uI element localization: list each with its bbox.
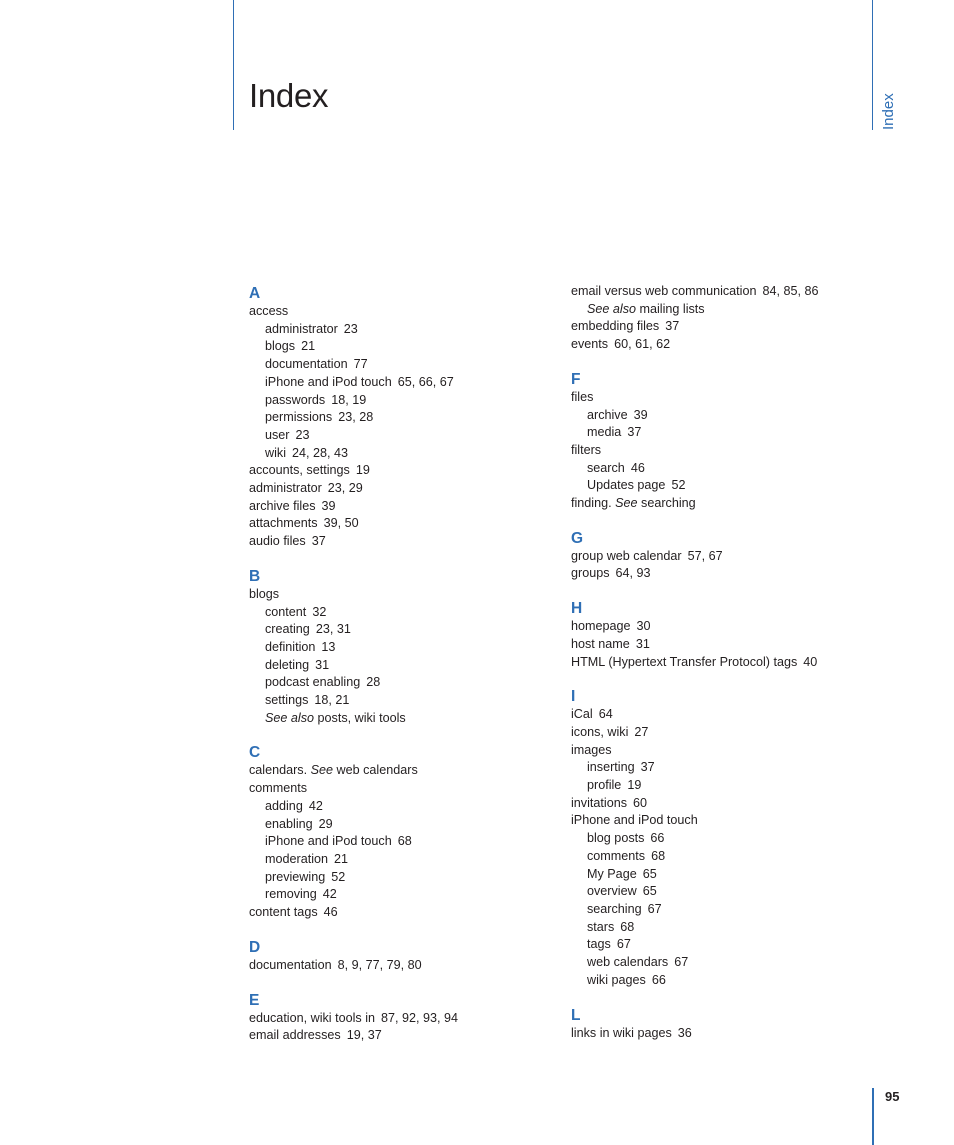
index-entry <box>571 654 871 672</box>
section-letter: F <box>571 370 581 388</box>
index-section <box>571 370 871 513</box>
entry-pages: 24, 28, 43 <box>292 445 349 460</box>
entry-pages: 60 <box>633 795 648 810</box>
entry-term: mailing lists <box>636 301 705 316</box>
index-entry <box>249 780 539 798</box>
index-subentry <box>249 869 539 887</box>
entry-pages: 65 <box>642 866 657 881</box>
entry-pages: 27 <box>634 724 649 739</box>
entry-pages: 87, 92, 93, 94 <box>381 1010 459 1025</box>
index-subentry <box>249 321 539 339</box>
entry-pages: 42 <box>308 798 323 813</box>
index-subentry <box>249 427 539 445</box>
entry-term: tags <box>587 937 611 952</box>
entry-pages: 19 <box>627 778 642 793</box>
index-entry <box>571 795 871 813</box>
entry-pages: 68 <box>620 919 635 934</box>
index-entry <box>249 533 539 551</box>
entry-term: host name <box>571 636 630 651</box>
entry-term: documentation <box>249 957 332 972</box>
entry-term: HTML (Hypertext Transfer Protocol) tags <box>571 654 798 669</box>
section-letter: I <box>571 688 576 706</box>
section-letter: E <box>249 991 260 1009</box>
entry-pages: 19 <box>355 463 370 478</box>
index-entry <box>571 742 871 760</box>
index-entry <box>571 1025 871 1043</box>
index-entry <box>571 706 871 724</box>
entry-term: calendars. <box>249 763 308 778</box>
index-subentry <box>249 692 539 710</box>
index-subentry <box>249 657 539 675</box>
see-target: searching <box>637 496 696 511</box>
see-also-label: See also <box>587 301 637 316</box>
entry-pages: 40 <box>803 654 818 669</box>
index-entry <box>571 724 871 742</box>
entry-pages: 64, 93 <box>615 566 651 581</box>
entry-pages: 23 <box>295 427 310 442</box>
entry-pages: 64 <box>598 707 613 722</box>
index-subentry <box>571 477 871 495</box>
entry-term: attachments <box>249 516 318 531</box>
see-also-label: See also <box>265 710 315 725</box>
page-number: 95 <box>885 1089 900 1104</box>
entry-term: blog posts <box>587 831 645 846</box>
entry-pages: 19, 37 <box>346 1028 382 1043</box>
entry-pages: 18, 19 <box>331 392 367 407</box>
entry-pages: 37 <box>627 425 642 440</box>
entry-pages: 52 <box>671 478 686 493</box>
entry-term: web calendars <box>587 955 669 970</box>
entry-term: deleting <box>265 657 310 672</box>
entry-term: access <box>249 304 289 318</box>
index-subentry <box>571 866 871 884</box>
entry-pages: 67 <box>616 937 631 952</box>
index-subentry <box>571 936 871 954</box>
index-entry <box>571 283 871 301</box>
index-entry <box>571 618 871 636</box>
entry-term: posts, wiki tools <box>314 710 406 725</box>
index-entry <box>249 462 539 480</box>
index-subentry <box>249 851 539 869</box>
entry-term: filters <box>571 442 602 457</box>
entry-term: iPhone and iPod touch <box>571 813 698 828</box>
index-section <box>249 284 539 551</box>
entry-term: media <box>587 425 622 440</box>
entry-term: search <box>587 460 625 475</box>
index-section <box>249 567 539 728</box>
entry-pages: 32 <box>312 604 327 619</box>
entry-pages: 65 <box>642 884 657 899</box>
index-subentry <box>249 621 539 639</box>
index-subentry <box>249 445 539 463</box>
entry-term: enabling <box>265 816 313 831</box>
entry-pages: 84, 85, 86 <box>762 284 819 298</box>
entry-pages: 65, 66, 67 <box>397 374 454 389</box>
entry-term: podcast enabling <box>265 675 361 690</box>
entry-term: creating <box>265 622 310 637</box>
entry-term: inserting <box>587 760 635 775</box>
entry-term: documentation <box>265 357 348 372</box>
entry-pages: 8, 9, 77, 79, 80 <box>337 957 422 972</box>
entry-pages: 21 <box>301 339 316 354</box>
entry-term: accounts, settings <box>249 463 350 478</box>
index-subentry <box>571 407 871 425</box>
index-entry <box>571 336 871 354</box>
entry-pages: 36 <box>677 1025 692 1040</box>
index-entry <box>571 318 871 336</box>
entry-term: homepage <box>571 619 631 634</box>
entry-term: invitations <box>571 795 628 810</box>
entry-pages: 37 <box>311 534 326 549</box>
section-letter: H <box>571 600 583 618</box>
entry-term: email addresses <box>249 1028 341 1043</box>
index-section <box>249 743 539 921</box>
index-entry <box>571 636 871 654</box>
entry-term: email versus web communication <box>571 284 757 298</box>
entry-pages: 28 <box>366 675 381 690</box>
entry-pages: 68 <box>397 834 412 849</box>
index-entry <box>571 442 871 460</box>
index-entry <box>249 904 539 922</box>
index-subentry <box>571 883 871 901</box>
index-subentry <box>249 639 539 657</box>
entry-term: finding. <box>571 496 612 511</box>
entry-pages: 18, 21 <box>314 693 350 708</box>
entry-pages: 23, 31 <box>315 622 351 637</box>
index-subentry <box>571 919 871 937</box>
entry-term: archive files <box>249 498 316 513</box>
entry-pages: 23 <box>343 321 358 336</box>
entry-term: removing <box>265 887 317 902</box>
index-entry <box>249 303 539 321</box>
entry-term: previewing <box>265 869 326 884</box>
index-section <box>571 283 871 354</box>
entry-term: group web calendar <box>571 548 682 563</box>
entry-term: content <box>265 604 307 619</box>
entry-term: overview <box>587 884 637 899</box>
entry-term: iCal <box>571 707 593 722</box>
index-entry <box>249 515 539 533</box>
entry-pages: 66 <box>651 972 666 987</box>
entry-pages: 37 <box>665 319 680 334</box>
entry-term: administrator <box>265 321 338 336</box>
entry-term: archive <box>587 407 628 422</box>
index-section <box>249 991 539 1045</box>
index-subentry <box>571 972 871 990</box>
entry-pages: 77 <box>353 357 368 372</box>
entry-term: files <box>571 389 594 404</box>
entry-term: content tags <box>249 905 318 920</box>
index-subentry <box>571 830 871 848</box>
index-entry <box>249 586 539 604</box>
index-entry <box>571 548 871 566</box>
entry-term: comments <box>249 781 308 796</box>
index-subentry <box>571 848 871 866</box>
index-subentry <box>249 409 539 427</box>
entry-pages: 31 <box>315 657 330 672</box>
index-column-left <box>249 284 539 1045</box>
see-target: web calendars <box>333 763 418 778</box>
entry-pages: 39 <box>633 407 648 422</box>
index-subentry <box>571 424 871 442</box>
entry-term: passwords <box>265 392 326 407</box>
entry-term: links in wiki pages <box>571 1025 672 1040</box>
entry-term: wiki pages <box>587 972 646 987</box>
entry-term: Updates page <box>587 478 666 493</box>
header-rule-right <box>872 0 873 130</box>
entry-pages: 66 <box>650 831 665 846</box>
section-letter: D <box>249 938 261 956</box>
entry-term: events <box>571 337 609 352</box>
entry-term: blogs <box>249 586 280 601</box>
section-letter: A <box>249 285 261 302</box>
index-subentry <box>571 759 871 777</box>
entry-term: moderation <box>265 851 329 866</box>
entry-pages: 23, 29 <box>327 481 363 496</box>
index-subentry <box>249 374 539 392</box>
index-entry <box>249 957 539 975</box>
entry-term: user <box>265 427 290 442</box>
entry-pages: 13 <box>321 639 336 654</box>
index-subentry <box>571 777 871 795</box>
index-section <box>571 1006 871 1043</box>
entry-pages: 52 <box>331 869 346 884</box>
entry-term: education, wiki tools in <box>249 1010 376 1025</box>
entry-pages: 68 <box>651 848 666 863</box>
entry-pages: 31 <box>635 636 650 651</box>
side-tab-label: Index <box>880 93 897 130</box>
index-entry <box>249 498 539 516</box>
index-entry <box>249 1027 539 1045</box>
section-letter: G <box>571 529 584 547</box>
index-subentry <box>571 301 871 319</box>
index-subentry <box>571 954 871 972</box>
index-entry <box>571 565 871 583</box>
header-rule-left <box>233 0 234 130</box>
index-subentry <box>249 816 539 834</box>
index-subentry <box>249 356 539 374</box>
see-label: See <box>611 496 638 511</box>
entry-pages: 46 <box>323 905 338 920</box>
index-entry <box>249 762 539 780</box>
entry-pages: 21 <box>334 851 349 866</box>
index-entry <box>571 389 871 407</box>
entry-term: searching <box>587 901 642 916</box>
index-section <box>571 599 871 671</box>
index-subentry <box>571 460 871 478</box>
entry-term: profile <box>587 778 622 793</box>
entry-term: groups <box>571 566 610 581</box>
entry-pages: 30 <box>636 619 651 634</box>
index-entry <box>571 812 871 830</box>
index-section <box>571 687 871 989</box>
index-column-right <box>571 283 871 1042</box>
entry-pages: 42 <box>322 887 337 902</box>
entry-term: definition <box>265 639 316 654</box>
entry-pages: 39 <box>321 498 336 513</box>
entry-pages: 29 <box>318 816 333 831</box>
entry-pages: 67 <box>647 901 662 916</box>
section-letter: C <box>249 744 261 762</box>
footer-rule <box>872 1088 874 1145</box>
entry-pages: 57, 67 <box>687 548 723 563</box>
entry-term: adding <box>265 798 303 813</box>
index-subentry <box>249 338 539 356</box>
entry-term: administrator <box>249 481 322 496</box>
index-subentry <box>249 604 539 622</box>
section-letter: L <box>571 1006 581 1024</box>
index-section <box>249 938 539 975</box>
index-subentry <box>249 833 539 851</box>
index-subentry <box>249 392 539 410</box>
index-subentry <box>249 886 539 904</box>
entry-pages: 67 <box>674 955 689 970</box>
entry-pages: 60, 61, 62 <box>614 337 671 352</box>
entry-pages: 23, 28 <box>338 410 374 425</box>
page-title: Index <box>249 77 329 115</box>
entry-term: images <box>571 742 612 757</box>
entry-term: audio files <box>249 534 306 549</box>
index-subentry <box>249 710 539 728</box>
entry-term: wiki <box>265 445 286 460</box>
see-label: See <box>307 763 334 778</box>
entry-term: stars <box>587 919 615 934</box>
index-section <box>571 529 871 583</box>
entry-term: iPhone and iPod touch <box>265 374 392 389</box>
section-letter: B <box>249 567 261 585</box>
entry-pages: 37 <box>640 760 655 775</box>
entry-term: settings <box>265 693 309 708</box>
index-subentry <box>571 901 871 919</box>
entry-term: permissions <box>265 410 333 425</box>
index-subentry <box>249 798 539 816</box>
index-subentry <box>249 674 539 692</box>
entry-term: embedding files <box>571 319 660 334</box>
entry-term: comments <box>587 848 646 863</box>
entry-term: My Page <box>587 866 637 881</box>
entry-term: blogs <box>265 339 296 354</box>
entry-term: icons, wiki <box>571 724 629 739</box>
index-entry <box>249 1010 539 1028</box>
index-entry <box>249 480 539 498</box>
entry-pages: 39, 50 <box>323 516 359 531</box>
entry-term: iPhone and iPod touch <box>265 834 392 849</box>
index-entry <box>571 495 871 513</box>
entry-pages: 46 <box>630 460 645 475</box>
